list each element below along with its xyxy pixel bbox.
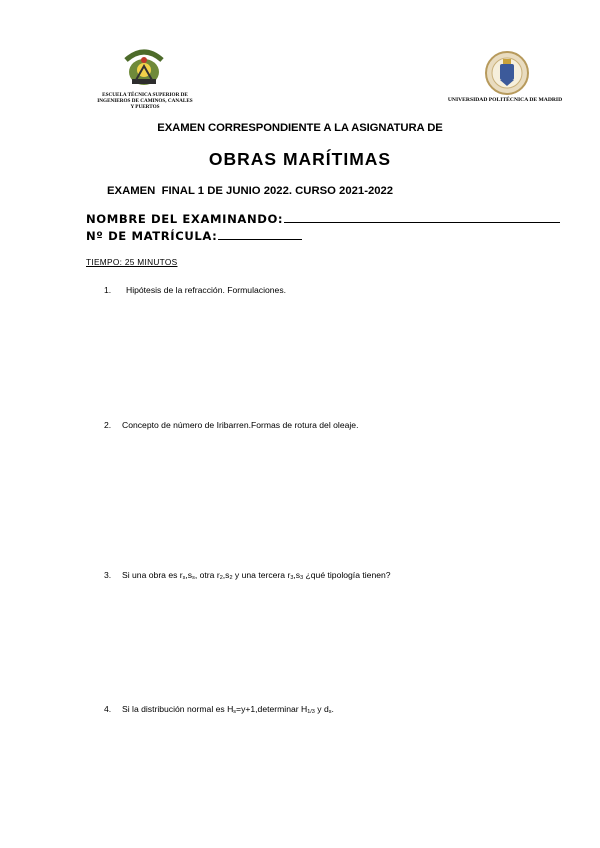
university-seal-icon xyxy=(484,50,530,96)
matricula-label: Nº DE MATRÍCULA: xyxy=(86,229,218,243)
school-name: ESCUELA TÉCNICA SUPERIOR DE INGENIEROS DE CAMINOS, CANALES Y PUERTOS xyxy=(97,92,193,111)
question-text: Si la distribución normal es $H_s=y+1,determinar$ $H_{1/3}$ y $d_s$. xyxy=(122,704,334,715)
matricula-field[interactable] xyxy=(86,227,302,243)
school-crest-icon xyxy=(118,46,170,90)
question-text: Concepto de número de Iribarren.Formas de rotura del oleaje. xyxy=(122,420,359,430)
question-number: 1. xyxy=(104,285,112,295)
question-3 xyxy=(104,570,391,580)
question-2 xyxy=(104,420,358,430)
matricula-line[interactable] xyxy=(218,227,302,240)
name-label: NOMBRE DEL EXAMINANDO: xyxy=(86,212,284,226)
time-limit: TIEMPO: 25 MINUTOS xyxy=(86,257,178,267)
question-4 xyxy=(104,704,334,714)
exam-heading: EXAMEN CORRESPONDIENTE A LA ASIGNATURA DE xyxy=(157,122,443,134)
subject-title: OBRAS MARÍTIMAS xyxy=(208,149,392,169)
question-1 xyxy=(104,285,286,295)
name-field[interactable] xyxy=(86,210,560,226)
name-line[interactable] xyxy=(284,210,560,223)
question-number: 3. xyxy=(104,570,112,580)
question-number: 4. xyxy=(104,704,112,714)
question-text: Si una obra es $r_s,s_s$, otra $r_2,s_2$ y una tercera $r_3,s_3$ ¿qué tipología tienen? xyxy=(122,570,391,581)
question-number: 2. xyxy=(104,420,112,430)
question-text: Hipótesis de la refracción. Formulaciones. xyxy=(126,285,287,295)
exam-info: EXAMEN FINAL 1 DE JUNIO 2022. CURSO 2021-2022 xyxy=(107,185,394,197)
university-name: UNIVERSIDAD POLITÉCNICA DE MADRID xyxy=(447,97,563,103)
